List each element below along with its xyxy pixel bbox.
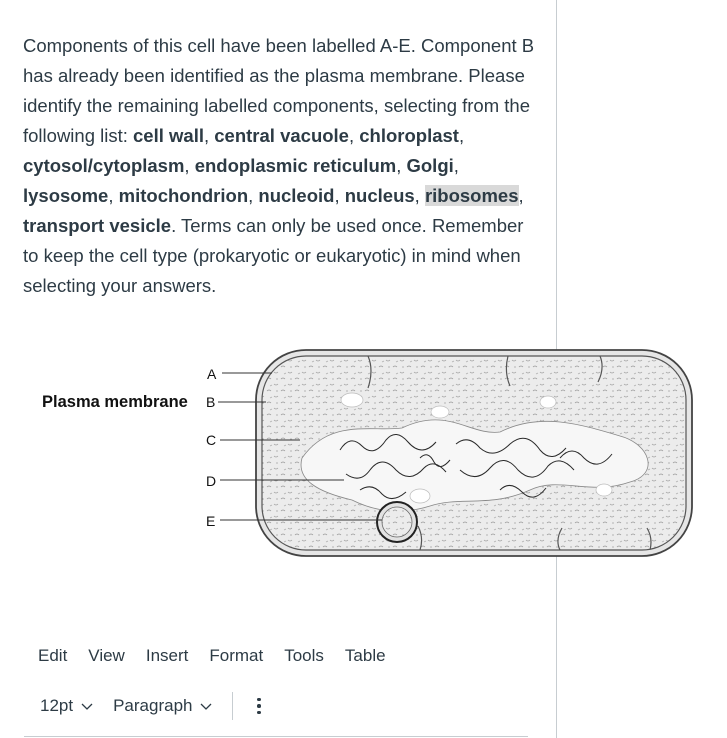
- term-cytosol: cytosol/cytoplasm: [23, 155, 185, 176]
- menu-edit[interactable]: Edit: [38, 646, 68, 665]
- term-separator: ,: [348, 125, 360, 146]
- menu-format[interactable]: Format: [209, 646, 264, 665]
- term-chloroplast: chloroplast: [359, 125, 459, 146]
- label-e: E: [206, 513, 216, 529]
- block-format-value: Paragraph: [113, 696, 193, 715]
- label-a: A: [207, 366, 217, 382]
- menu-insert[interactable]: Insert: [145, 646, 189, 665]
- term-separator: ,: [108, 185, 119, 206]
- toolbar-separator: [232, 692, 233, 720]
- question-text: [23, 31, 538, 301]
- term-separator: ,: [396, 155, 407, 176]
- editor-menubar: [38, 646, 407, 666]
- block-format-dropdown[interactable]: [113, 696, 212, 716]
- term-ribosomes-selected[interactable]: ribosomes: [424, 185, 519, 206]
- plasma-membrane-label: Plasma membrane: [42, 393, 188, 411]
- transport-vesicle-shape: [377, 502, 417, 542]
- term-nucleoid: nucleoid: [258, 185, 335, 206]
- editor-bottom-border: [24, 736, 528, 737]
- term-separator: ,: [334, 185, 345, 206]
- term-separator: ,: [458, 125, 465, 146]
- chevron-down-icon: [81, 703, 93, 711]
- question-instructions: . Terms can only be used once. Remember to keep the cell type (prokaryotic or eukaryotic) in mind when selecting your answers.: [23, 215, 524, 296]
- term-golgi: Golgi: [406, 155, 454, 176]
- term-separator: ,: [203, 125, 215, 146]
- term-cell-wall: cell wall: [133, 125, 204, 146]
- term-separator: ,: [453, 155, 459, 176]
- term-nucleus: nucleus: [344, 185, 415, 206]
- font-size-value: 12pt: [40, 696, 74, 715]
- menu-view[interactable]: View: [88, 646, 125, 665]
- term-central-vacuole: central vacuole: [214, 125, 349, 146]
- editor-toolbar: [40, 692, 265, 720]
- term-separator: ,: [184, 155, 195, 176]
- more-vertical-icon[interactable]: [253, 698, 265, 715]
- term-mitochondrion: mitochondrion: [118, 185, 249, 206]
- question-intro: Components of this cell have been labelled A-E. Component B has already been identified as the plasma membrane. Please identify the remaining labelled components, selecting from the following list:: [23, 35, 535, 146]
- menu-table[interactable]: Table: [344, 646, 386, 665]
- term-transport-vesicle: transport vesicle: [23, 215, 172, 236]
- label-d: D: [206, 473, 217, 489]
- term-endoplasmic-reticulum: endoplasmic reticulum: [194, 155, 397, 176]
- font-size-dropdown[interactable]: [40, 696, 93, 716]
- term-separator: ,: [414, 185, 425, 206]
- menu-tools[interactable]: Tools: [284, 646, 324, 665]
- label-c: C: [206, 432, 217, 448]
- chevron-down-icon: [200, 703, 212, 711]
- term-separator: ,: [518, 185, 524, 206]
- term-lysosome: lysosome: [23, 185, 109, 206]
- cell-diagram: [0, 340, 700, 570]
- label-b: B: [206, 394, 216, 410]
- term-separator: ,: [248, 185, 259, 206]
